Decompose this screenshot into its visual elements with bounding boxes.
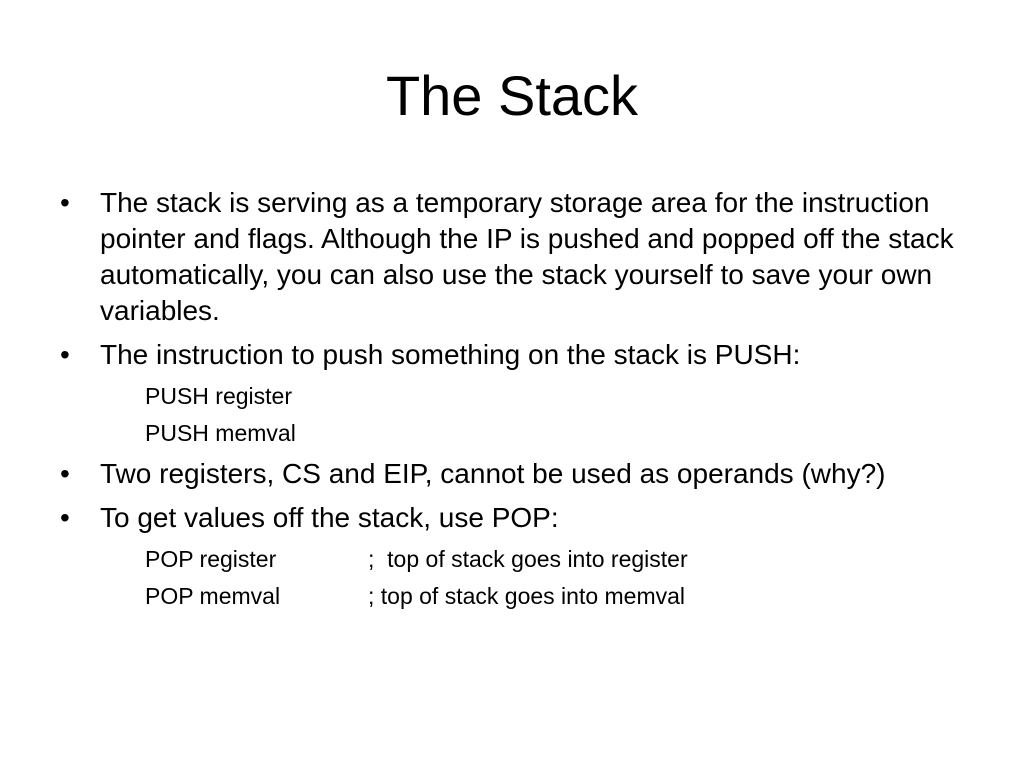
sub-item-code [145, 544, 980, 574]
bullet-item [60, 456, 980, 492]
sub-item-code-text: POP register [145, 546, 277, 572]
bullet-dot-icon: • [60, 339, 70, 370]
sub-item-comment: ; top of stack goes into register [368, 546, 688, 572]
bullet-dot-icon: • [60, 187, 70, 218]
bullet-item [60, 500, 980, 536]
sub-item-code-text: PUSH register [145, 383, 292, 409]
bullet-text: To get values off the stack, use POP: [100, 502, 559, 533]
bullet-dot-icon: • [60, 502, 70, 533]
sub-item-code-text: POP memval [145, 583, 281, 609]
sub-item-code [145, 381, 980, 411]
slide-body [60, 185, 980, 619]
sub-item-code [145, 418, 980, 448]
sub-item-code-text: PUSH memval [145, 420, 296, 446]
bullet-text: The instruction to push something on the stack is PUSH: [100, 339, 801, 370]
sub-item-comment: ; top of stack goes into memval [368, 583, 686, 609]
bullet-group [60, 500, 980, 611]
bullet-dot-icon: • [60, 458, 70, 489]
sub-item-code [145, 581, 980, 611]
bullet-text: Two registers, CS and EIP, cannot be used as operands (why?) [100, 458, 886, 489]
bullet-item [60, 337, 980, 373]
bullet-text: The stack is serving as a temporary storage area for the instruction pointer and flags. Although the IP is pushed and popped off the stack automatically, you can also use the stack yourself to save your own variables. [100, 187, 954, 326]
slide-title: The Stack [385, 64, 639, 127]
bullet-item [60, 185, 980, 329]
bullet-group [60, 337, 980, 448]
